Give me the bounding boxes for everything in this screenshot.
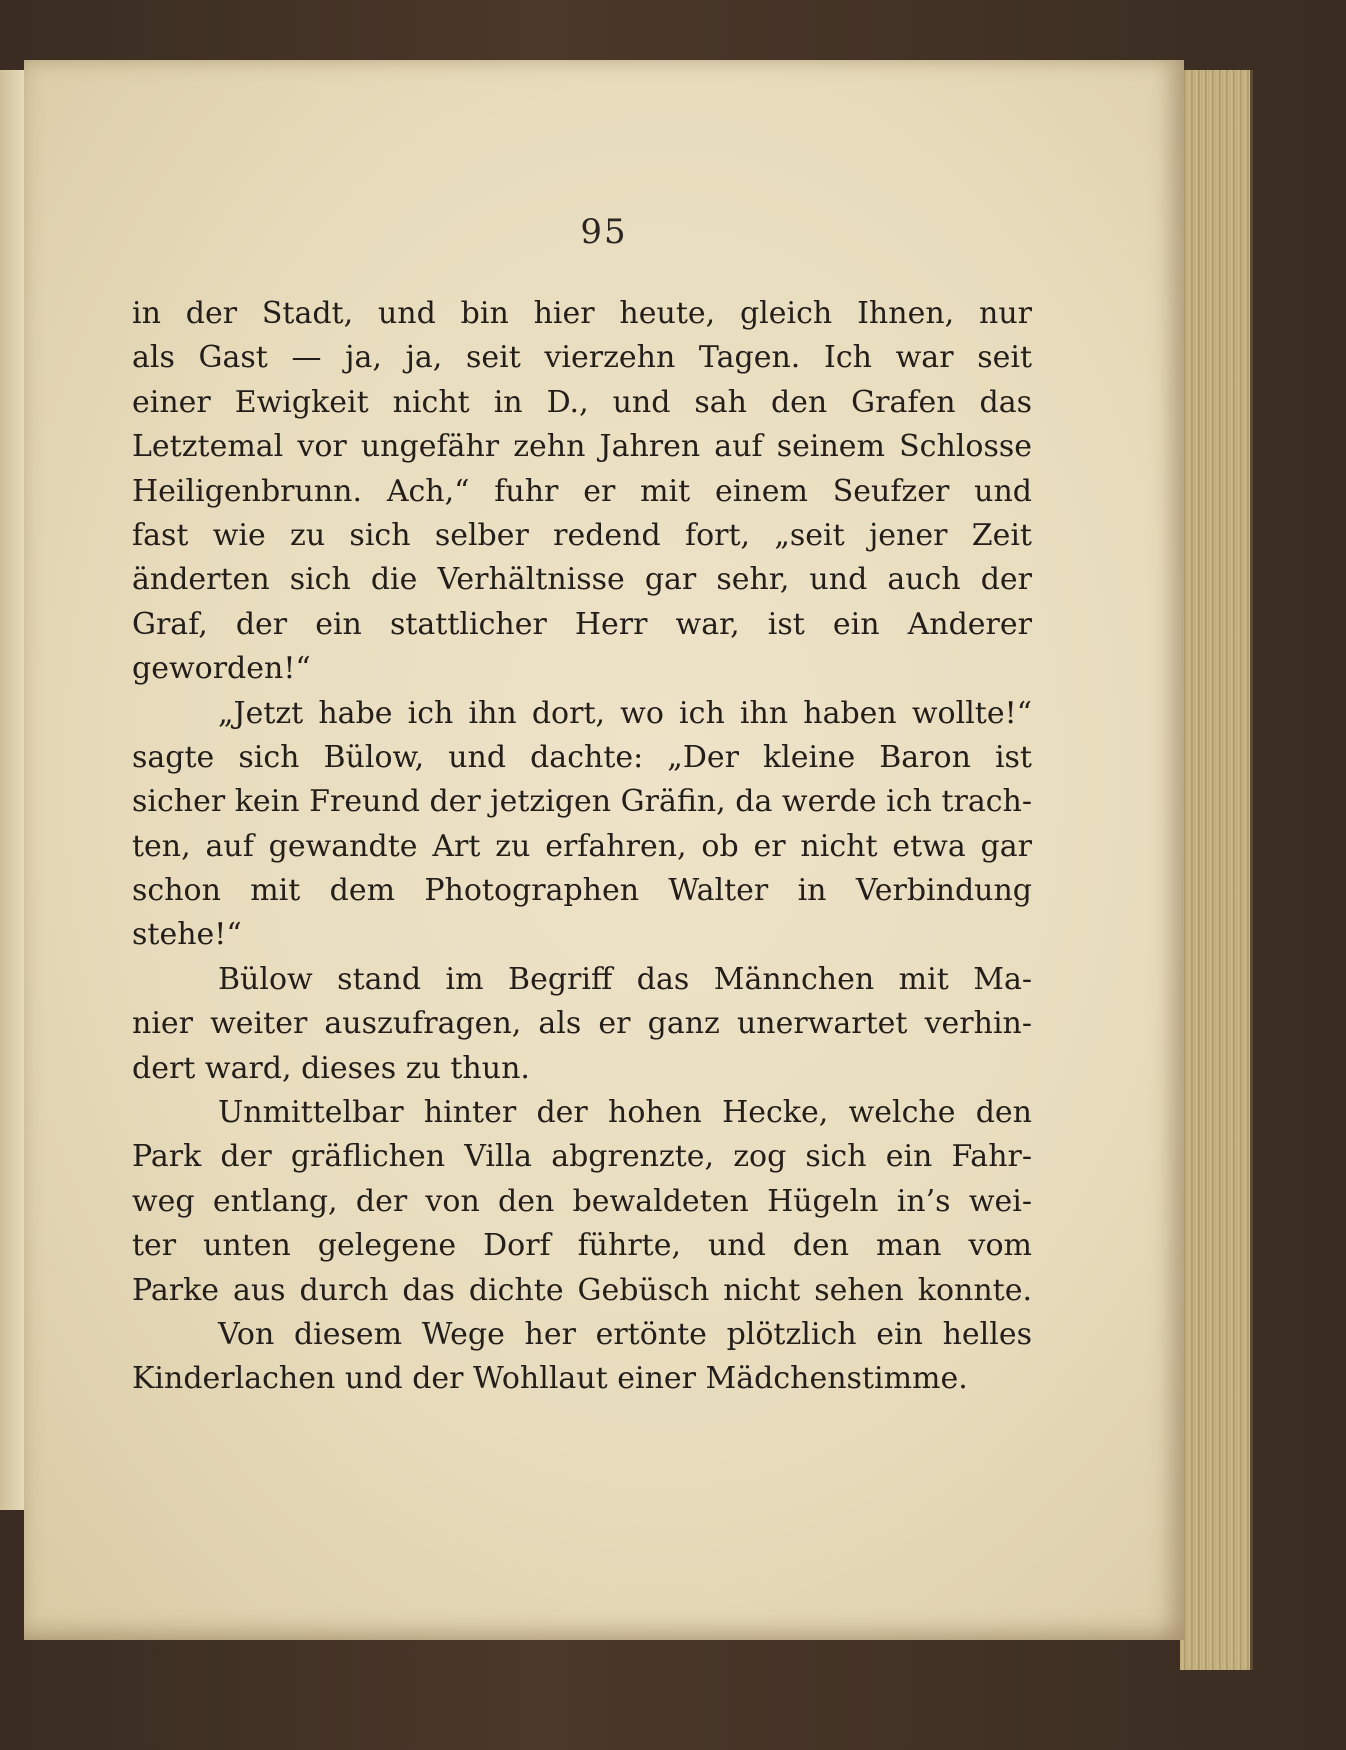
text-line: sicher kein Freund der jetzigen Gräfin, da werde ich trach-: [132, 784, 1032, 820]
text-line: weg entlang, der von den bewaldeten Hügeln in’s wei-: [132, 1183, 1032, 1219]
text-line: änderten sich die Verhältnisse gar sehr, und auch der: [132, 562, 1032, 598]
text-line: Heiligenbrunn. Ach,“ fuhr er mit einem Seufzer und: [132, 473, 1032, 509]
text-line: sagte sich Bülow, und dachte: „Der kleine Baron ist: [132, 739, 1032, 775]
text-line: in der Stadt, und bin hier heute, gleich Ihnen, nur: [132, 296, 1032, 331]
text-line: Unmittelbar hinter der hohen Hecke, welche den: [218, 1095, 1032, 1131]
text-line: fast wie zu sich selber redend fort, „seit jener Zeit: [132, 517, 1032, 553]
text-line: ter unten gelegene Dorf führte, und den man vom: [132, 1228, 1032, 1264]
text-line: Kinderlachen und der Wohllaut einer Mädchenstimme.: [132, 1361, 968, 1397]
page-number: 95: [580, 212, 628, 252]
text-line: dert ward, dieses zu thun.: [132, 1050, 530, 1086]
text-line: als Gast — ja, ja, seit vierzehn Tagen. Ich war seit: [132, 340, 1032, 376]
text-line: Graf, der ein stattlicher Herr war, ist ein Anderer: [132, 606, 1032, 642]
text-line: einer Ewigkeit nicht in D., und sah den Grafen das: [132, 384, 1032, 420]
page-block-edge: [1180, 70, 1253, 1670]
body-text: [132, 292, 1032, 1402]
text-line: Parke aus durch das dichte Gebüsch nicht sehen konnte.: [132, 1272, 1032, 1308]
text-line: Von diesem Wege her ertönte plötzlich ein helles: [218, 1316, 1032, 1352]
text-line: stehe!“: [132, 917, 242, 953]
text-line: Bülow stand im Begriff das Männchen mit Ma-: [218, 961, 1032, 997]
text-line: nier weiter auszufragen, als er ganz unerwartet verhin-: [132, 1006, 1032, 1042]
text-line: Letztemal vor ungefähr zehn Jahren auf seinem Schlosse: [132, 429, 1032, 465]
previous-page-edge: [0, 70, 26, 1510]
text-line: geworden!“: [132, 651, 311, 687]
text-line: ten, auf gewandte Art zu erfahren, ob er nicht etwa gar: [132, 828, 1032, 864]
book-page: [24, 60, 1184, 1640]
text-line: Park der gräflichen Villa abgrenzte, zog sich ein Fahr-: [132, 1139, 1032, 1175]
text-line: „Jetzt habe ich ihn dort, wo ich ihn haben wollte!“: [218, 695, 1032, 731]
text-line: schon mit dem Photographen Walter in Verbindung: [132, 873, 1032, 909]
